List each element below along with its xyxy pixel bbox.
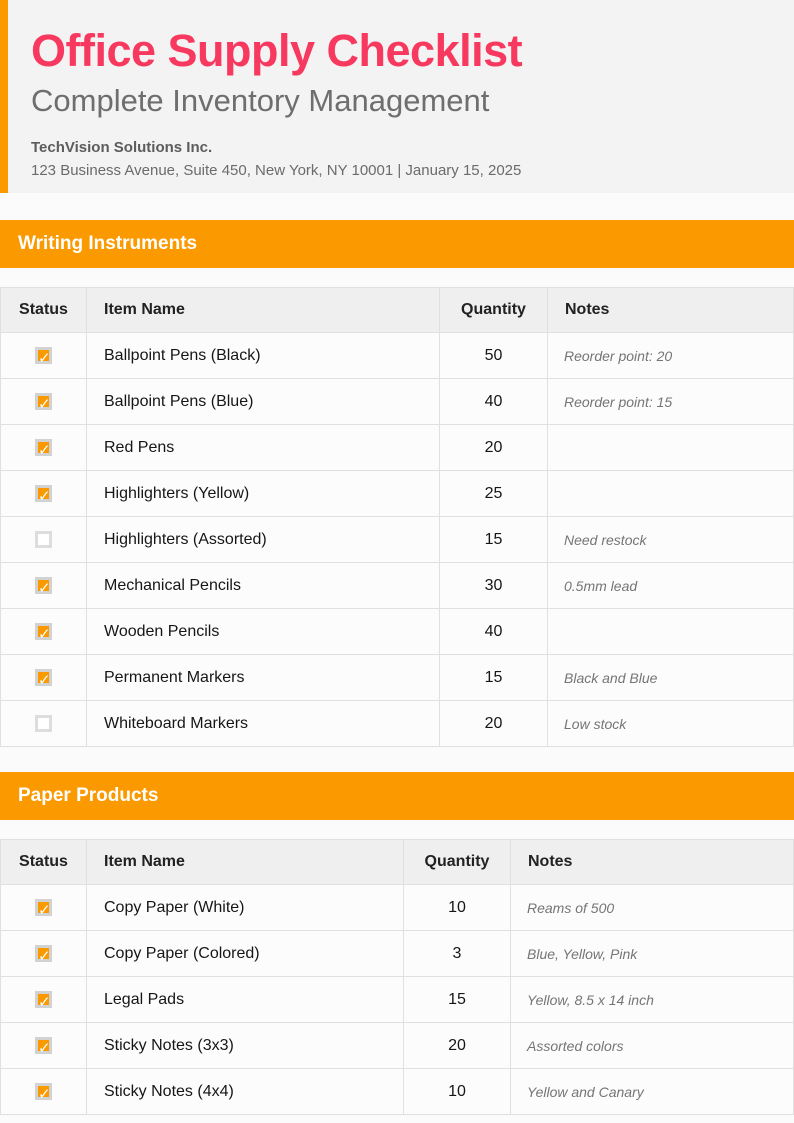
page-title: Office Supply Checklist bbox=[31, 25, 523, 76]
notes-cell: Yellow and Canary bbox=[511, 1069, 794, 1115]
item-name-cell: Whiteboard Markers bbox=[87, 701, 440, 747]
item-name-cell: Legal Pads bbox=[87, 977, 404, 1023]
item-name-cell: Highlighters (Assorted) bbox=[87, 517, 440, 563]
item-name-cell: Mechanical Pencils bbox=[87, 563, 440, 609]
checkbox-checked[interactable]: ✓ bbox=[35, 439, 52, 456]
quantity-cell: 50 bbox=[440, 333, 548, 379]
notes-cell bbox=[548, 609, 794, 655]
table-row bbox=[1, 333, 794, 379]
column-header-status: Status bbox=[1, 288, 87, 333]
table-row bbox=[1, 563, 794, 609]
table-header-row bbox=[1, 840, 794, 885]
document-header bbox=[0, 0, 794, 193]
table-row bbox=[1, 609, 794, 655]
column-header-quantity: Quantity bbox=[404, 840, 511, 885]
status-cell bbox=[1, 655, 87, 701]
page-subtitle: Complete Inventory Management bbox=[31, 83, 490, 119]
status-cell bbox=[1, 471, 87, 517]
column-header-item-name: Item Name bbox=[87, 840, 404, 885]
column-header-notes: Notes bbox=[511, 840, 794, 885]
table-header-row bbox=[1, 288, 794, 333]
quantity-cell: 15 bbox=[404, 977, 511, 1023]
quantity-cell: 25 bbox=[440, 471, 548, 517]
section-paper-products bbox=[0, 772, 794, 1115]
table-row bbox=[1, 1069, 794, 1115]
quantity-cell: 20 bbox=[404, 1023, 511, 1069]
section-header-band bbox=[0, 220, 794, 268]
checkbox-checked[interactable]: ✓ bbox=[35, 623, 52, 640]
item-name-cell: Ballpoint Pens (Blue) bbox=[87, 379, 440, 425]
checklist-table bbox=[0, 287, 794, 747]
notes-cell: Black and Blue bbox=[548, 655, 794, 701]
notes-cell bbox=[548, 425, 794, 471]
table-row bbox=[1, 517, 794, 563]
checkbox-checked[interactable]: ✓ bbox=[35, 1083, 52, 1100]
quantity-cell: 20 bbox=[440, 701, 548, 747]
checklist-table bbox=[0, 839, 794, 1115]
status-cell bbox=[1, 379, 87, 425]
item-name-cell: Sticky Notes (4x4) bbox=[87, 1069, 404, 1115]
table-row bbox=[1, 1023, 794, 1069]
company-address-date: 123 Business Avenue, Suite 450, New York, NY 10001 | January 15, 2025 bbox=[31, 161, 522, 179]
section-writing-instruments bbox=[0, 220, 794, 747]
section-title: Writing Instruments bbox=[18, 233, 198, 254]
quantity-cell: 10 bbox=[404, 885, 511, 931]
checkbox-checked[interactable]: ✓ bbox=[35, 393, 52, 410]
checkbox-checked[interactable]: ✓ bbox=[35, 669, 52, 686]
quantity-cell: 40 bbox=[440, 379, 548, 425]
column-header-quantity: Quantity bbox=[440, 288, 548, 333]
status-cell bbox=[1, 425, 87, 471]
column-header-status: Status bbox=[1, 840, 87, 885]
quantity-cell: 3 bbox=[404, 931, 511, 977]
quantity-cell: 15 bbox=[440, 655, 548, 701]
item-name-cell: Red Pens bbox=[87, 425, 440, 471]
quantity-cell: 20 bbox=[440, 425, 548, 471]
checkbox-checked[interactable]: ✓ bbox=[35, 991, 52, 1008]
status-cell bbox=[1, 333, 87, 379]
table-row bbox=[1, 471, 794, 517]
item-name-cell: Highlighters (Yellow) bbox=[87, 471, 440, 517]
notes-cell: Reorder point: 15 bbox=[548, 379, 794, 425]
checkbox-checked[interactable]: ✓ bbox=[35, 577, 52, 594]
status-cell bbox=[1, 609, 87, 655]
status-cell bbox=[1, 977, 87, 1023]
checklist-sections bbox=[0, 220, 794, 1115]
notes-cell: Blue, Yellow, Pink bbox=[511, 931, 794, 977]
column-header-notes: Notes bbox=[548, 288, 794, 333]
item-name-cell: Wooden Pencils bbox=[87, 609, 440, 655]
table-row bbox=[1, 379, 794, 425]
status-cell bbox=[1, 563, 87, 609]
quantity-cell: 30 bbox=[440, 563, 548, 609]
item-name-cell: Ballpoint Pens (Black) bbox=[87, 333, 440, 379]
notes-cell bbox=[548, 471, 794, 517]
notes-cell: Low stock bbox=[548, 701, 794, 747]
checkbox-checked[interactable]: ✓ bbox=[35, 485, 52, 502]
table-row bbox=[1, 425, 794, 471]
table-row bbox=[1, 701, 794, 747]
quantity-cell: 40 bbox=[440, 609, 548, 655]
table-row bbox=[1, 977, 794, 1023]
section-title: Paper Products bbox=[18, 785, 159, 806]
table-row bbox=[1, 885, 794, 931]
notes-cell: Yellow, 8.5 x 14 inch bbox=[511, 977, 794, 1023]
status-cell bbox=[1, 885, 87, 931]
status-cell bbox=[1, 517, 87, 563]
table-row bbox=[1, 931, 794, 977]
item-name-cell: Sticky Notes (3x3) bbox=[87, 1023, 404, 1069]
quantity-cell: 10 bbox=[404, 1069, 511, 1115]
item-name-cell: Permanent Markers bbox=[87, 655, 440, 701]
notes-cell: Reams of 500 bbox=[511, 885, 794, 931]
checkbox-checked[interactable]: ✓ bbox=[35, 899, 52, 916]
checkbox-unchecked[interactable] bbox=[35, 715, 52, 732]
column-header-item-name: Item Name bbox=[87, 288, 440, 333]
section-header-band bbox=[0, 772, 794, 820]
notes-cell: 0.5mm lead bbox=[548, 563, 794, 609]
checkbox-checked[interactable]: ✓ bbox=[35, 945, 52, 962]
status-cell bbox=[1, 1023, 87, 1069]
item-name-cell: Copy Paper (Colored) bbox=[87, 931, 404, 977]
checkbox-unchecked[interactable] bbox=[35, 531, 52, 548]
notes-cell: Assorted colors bbox=[511, 1023, 794, 1069]
notes-cell: Need restock bbox=[548, 517, 794, 563]
notes-cell: Reorder point: 20 bbox=[548, 333, 794, 379]
status-cell bbox=[1, 1069, 87, 1115]
quantity-cell: 15 bbox=[440, 517, 548, 563]
company-name: TechVision Solutions Inc. bbox=[31, 138, 213, 156]
checkbox-checked[interactable]: ✓ bbox=[35, 1037, 52, 1054]
status-cell bbox=[1, 931, 87, 977]
checkbox-checked[interactable]: ✓ bbox=[35, 347, 52, 364]
table-row bbox=[1, 655, 794, 701]
item-name-cell: Copy Paper (White) bbox=[87, 885, 404, 931]
status-cell bbox=[1, 701, 87, 747]
